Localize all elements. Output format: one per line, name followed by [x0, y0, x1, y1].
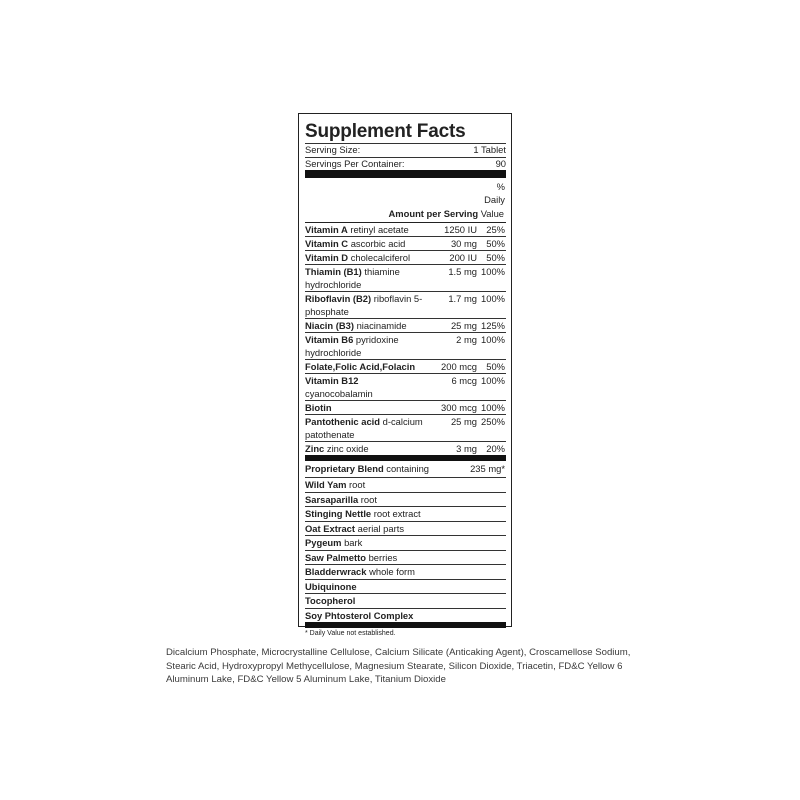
vitamin-values — [451, 374, 505, 387]
vitamin-form: zinc oxide — [326, 443, 369, 454]
vitamin-daily-value: 250% — [481, 416, 505, 427]
vitamin-daily-value: 20% — [486, 443, 505, 454]
vitamin-daily-value: 50% — [486, 238, 505, 249]
vitamin-name: Thiamin (B1) — [305, 266, 362, 277]
vitamin-name: Vitamin A — [305, 224, 348, 235]
ingredient-name: Stinging Nettle — [305, 508, 372, 519]
vitamin-row — [305, 359, 506, 373]
ingredient-name: Soy Phtosterol Complex — [305, 609, 414, 621]
proprietary-blend-row — [305, 461, 506, 477]
ingredient-part: containing — [386, 463, 430, 474]
value-label: Value — [480, 208, 504, 219]
vitamin-values — [451, 319, 505, 332]
vitamin-daily-value: 100% — [481, 375, 505, 386]
vitamin-row — [305, 441, 506, 455]
vitamin-daily-value: 50% — [486, 252, 505, 263]
vitamin-values — [448, 265, 505, 278]
ingredient-name: Saw Palmetto — [305, 551, 366, 563]
proprietary-blend-list — [305, 461, 506, 622]
vitamin-values — [451, 237, 505, 250]
daily-value-header — [305, 178, 506, 223]
vitamin-name: Zinc — [305, 443, 325, 454]
vitamin-amount: 3 mg — [456, 443, 477, 454]
blend-ingredient-row — [305, 550, 506, 565]
vitamin-daily-value: 25% — [486, 224, 505, 235]
vitamin-row — [305, 236, 506, 250]
vitamin-row — [305, 318, 506, 332]
vitamin-amount: 25 mg — [450, 320, 477, 331]
supplement-facts — [305, 120, 506, 640]
blend-ingredient-row — [305, 579, 506, 594]
blend-ingredient-row — [305, 593, 506, 608]
vitamin-name: Vitamin B6 — [305, 334, 354, 345]
ingredient-part: root — [349, 479, 366, 490]
other-ingredients: Dicalcium Phosphate, Microcrystalline Cellulose, Calcium Silicate (Anticaking Agent), Croscamellose Sodium, Stearic Acid, Hydroxypropyl Methycellulose, Magnesium Stearate, Silicon Dioxide, Triacetin, FD&C Yellow 6 Aluminum Lake, FD&C Yellow 5 Aluminum Lake, Titanium Dioxide — [166, 647, 631, 686]
serving-size-row — [305, 143, 506, 157]
vitamin-amount: 30 mg — [450, 238, 477, 249]
vitamin-name: Pantothenic acid — [305, 416, 381, 427]
vitamin-name: Biotin — [305, 402, 332, 413]
vitamin-amount: 1250 IU — [444, 224, 477, 235]
amount-per-serving-label: Amount per Serving — [388, 208, 479, 219]
vitamin-amount: 300 mcg — [441, 402, 477, 413]
vitamin-form: pyridoxine hydrochloride — [305, 334, 399, 358]
vitamin-amount: 200 IU — [449, 252, 477, 263]
vitamin-daily-value: 50% — [486, 361, 505, 372]
vitamin-daily-value: 100% — [481, 293, 505, 304]
ingredient-part: whole form — [369, 566, 415, 577]
vitamin-row — [305, 332, 506, 359]
ingredient-name: Wild Yam — [305, 479, 347, 490]
vitamin-row — [305, 223, 506, 236]
servings-value: 90 — [495, 157, 506, 169]
vitamin-row — [305, 264, 506, 291]
vitamin-name: Riboflavin (B2) — [305, 293, 372, 304]
vitamin-form: retinyl acetate — [350, 224, 409, 235]
footnote: * Daily Value not established. — [305, 630, 396, 637]
vitamin-values — [444, 223, 505, 236]
ingredient-part: root — [360, 493, 377, 505]
ingredient-name: Oat Extract — [305, 522, 356, 534]
vitamin-values — [441, 360, 505, 373]
blend-amount: 235 mg* — [470, 463, 505, 474]
ingredient-name: Proprietary Blend — [305, 463, 384, 474]
vitamin-list — [305, 223, 506, 455]
ingredient-part: root extract — [373, 508, 421, 519]
daily-label: Daily — [484, 194, 505, 205]
vitamin-amount: 1.5 mg — [448, 266, 477, 277]
ingredient-name: Tocopherol — [305, 595, 356, 606]
vitamin-values — [456, 333, 505, 346]
vitamin-daily-value: 125% — [481, 320, 505, 331]
vitamin-name: Folate,Folic Acid,Folacin — [305, 361, 416, 372]
ingredient-name: Bladderwrack — [305, 566, 367, 577]
vitamin-row — [305, 291, 506, 318]
serving-size-label: Serving Size: — [305, 144, 361, 155]
vitamin-row — [305, 373, 506, 400]
vitamin-values — [456, 442, 505, 455]
blend-ingredient-row — [305, 535, 506, 550]
vitamin-form: thiamine hydrochloride — [305, 266, 400, 290]
ingredient-part: bark — [344, 537, 363, 548]
vitamin-name: Niacin (B3) — [305, 320, 354, 331]
vitamin-form: cholecalciferol — [350, 252, 411, 263]
vitamin-amount: 1.7 mg — [448, 293, 477, 304]
servings-per-container-row — [305, 157, 506, 171]
ingredient-name: Ubiquinone — [305, 580, 357, 592]
vitamin-form: cyanocobalamin — [305, 388, 373, 399]
vitamin-row — [305, 414, 506, 441]
blend-ingredient-row — [305, 477, 506, 492]
vitamin-amount: 200 mcg — [441, 361, 477, 372]
vitamin-amount: 6 mcg — [451, 375, 477, 386]
ingredient-name: Sarsaparilla — [305, 493, 359, 505]
vitamin-amount: 2 mg — [456, 334, 477, 345]
vitamin-form: ascorbic acid — [350, 238, 406, 249]
ingredient-name: Pygeum — [305, 537, 342, 548]
vitamin-form: riboflavin 5-phosphate — [305, 293, 423, 317]
vitamin-name: Vitamin C — [305, 238, 349, 249]
vitamin-form: niacinamide — [356, 320, 407, 331]
vitamin-row — [305, 400, 506, 414]
vitamin-row — [305, 250, 506, 264]
vitamin-form: d-calcium patothenate — [305, 416, 423, 440]
blend-ingredient-row — [305, 506, 506, 521]
blend-ingredient-row — [305, 608, 506, 623]
thick-divider — [305, 170, 506, 178]
vitamin-values — [448, 292, 505, 305]
blend-ingredient-row — [305, 521, 506, 536]
vitamin-values — [441, 401, 505, 414]
facts-title: Supplement Facts — [305, 121, 466, 142]
vitamin-name: Vitamin D — [305, 252, 349, 263]
vitamin-daily-value: 100% — [481, 266, 505, 277]
vitamin-name: Vitamin B12 — [305, 375, 359, 386]
vitamin-daily-value: 100% — [481, 402, 505, 413]
servings-label: Servings Per Container: — [305, 157, 405, 169]
vitamin-values — [451, 415, 505, 428]
percent-label: % — [496, 181, 505, 192]
vitamin-amount: 25 mg — [450, 416, 477, 427]
blend-ingredient-row — [305, 492, 506, 507]
blend-ingredient-row — [305, 564, 506, 579]
ingredient-part: berries — [368, 551, 398, 563]
vitamin-values — [449, 251, 505, 264]
serving-size-value: 1 Tablet — [473, 144, 506, 155]
amount-per-serving-header — [389, 208, 504, 220]
vitamin-daily-value: 100% — [481, 334, 505, 345]
ingredient-part: aerial parts — [357, 522, 405, 534]
